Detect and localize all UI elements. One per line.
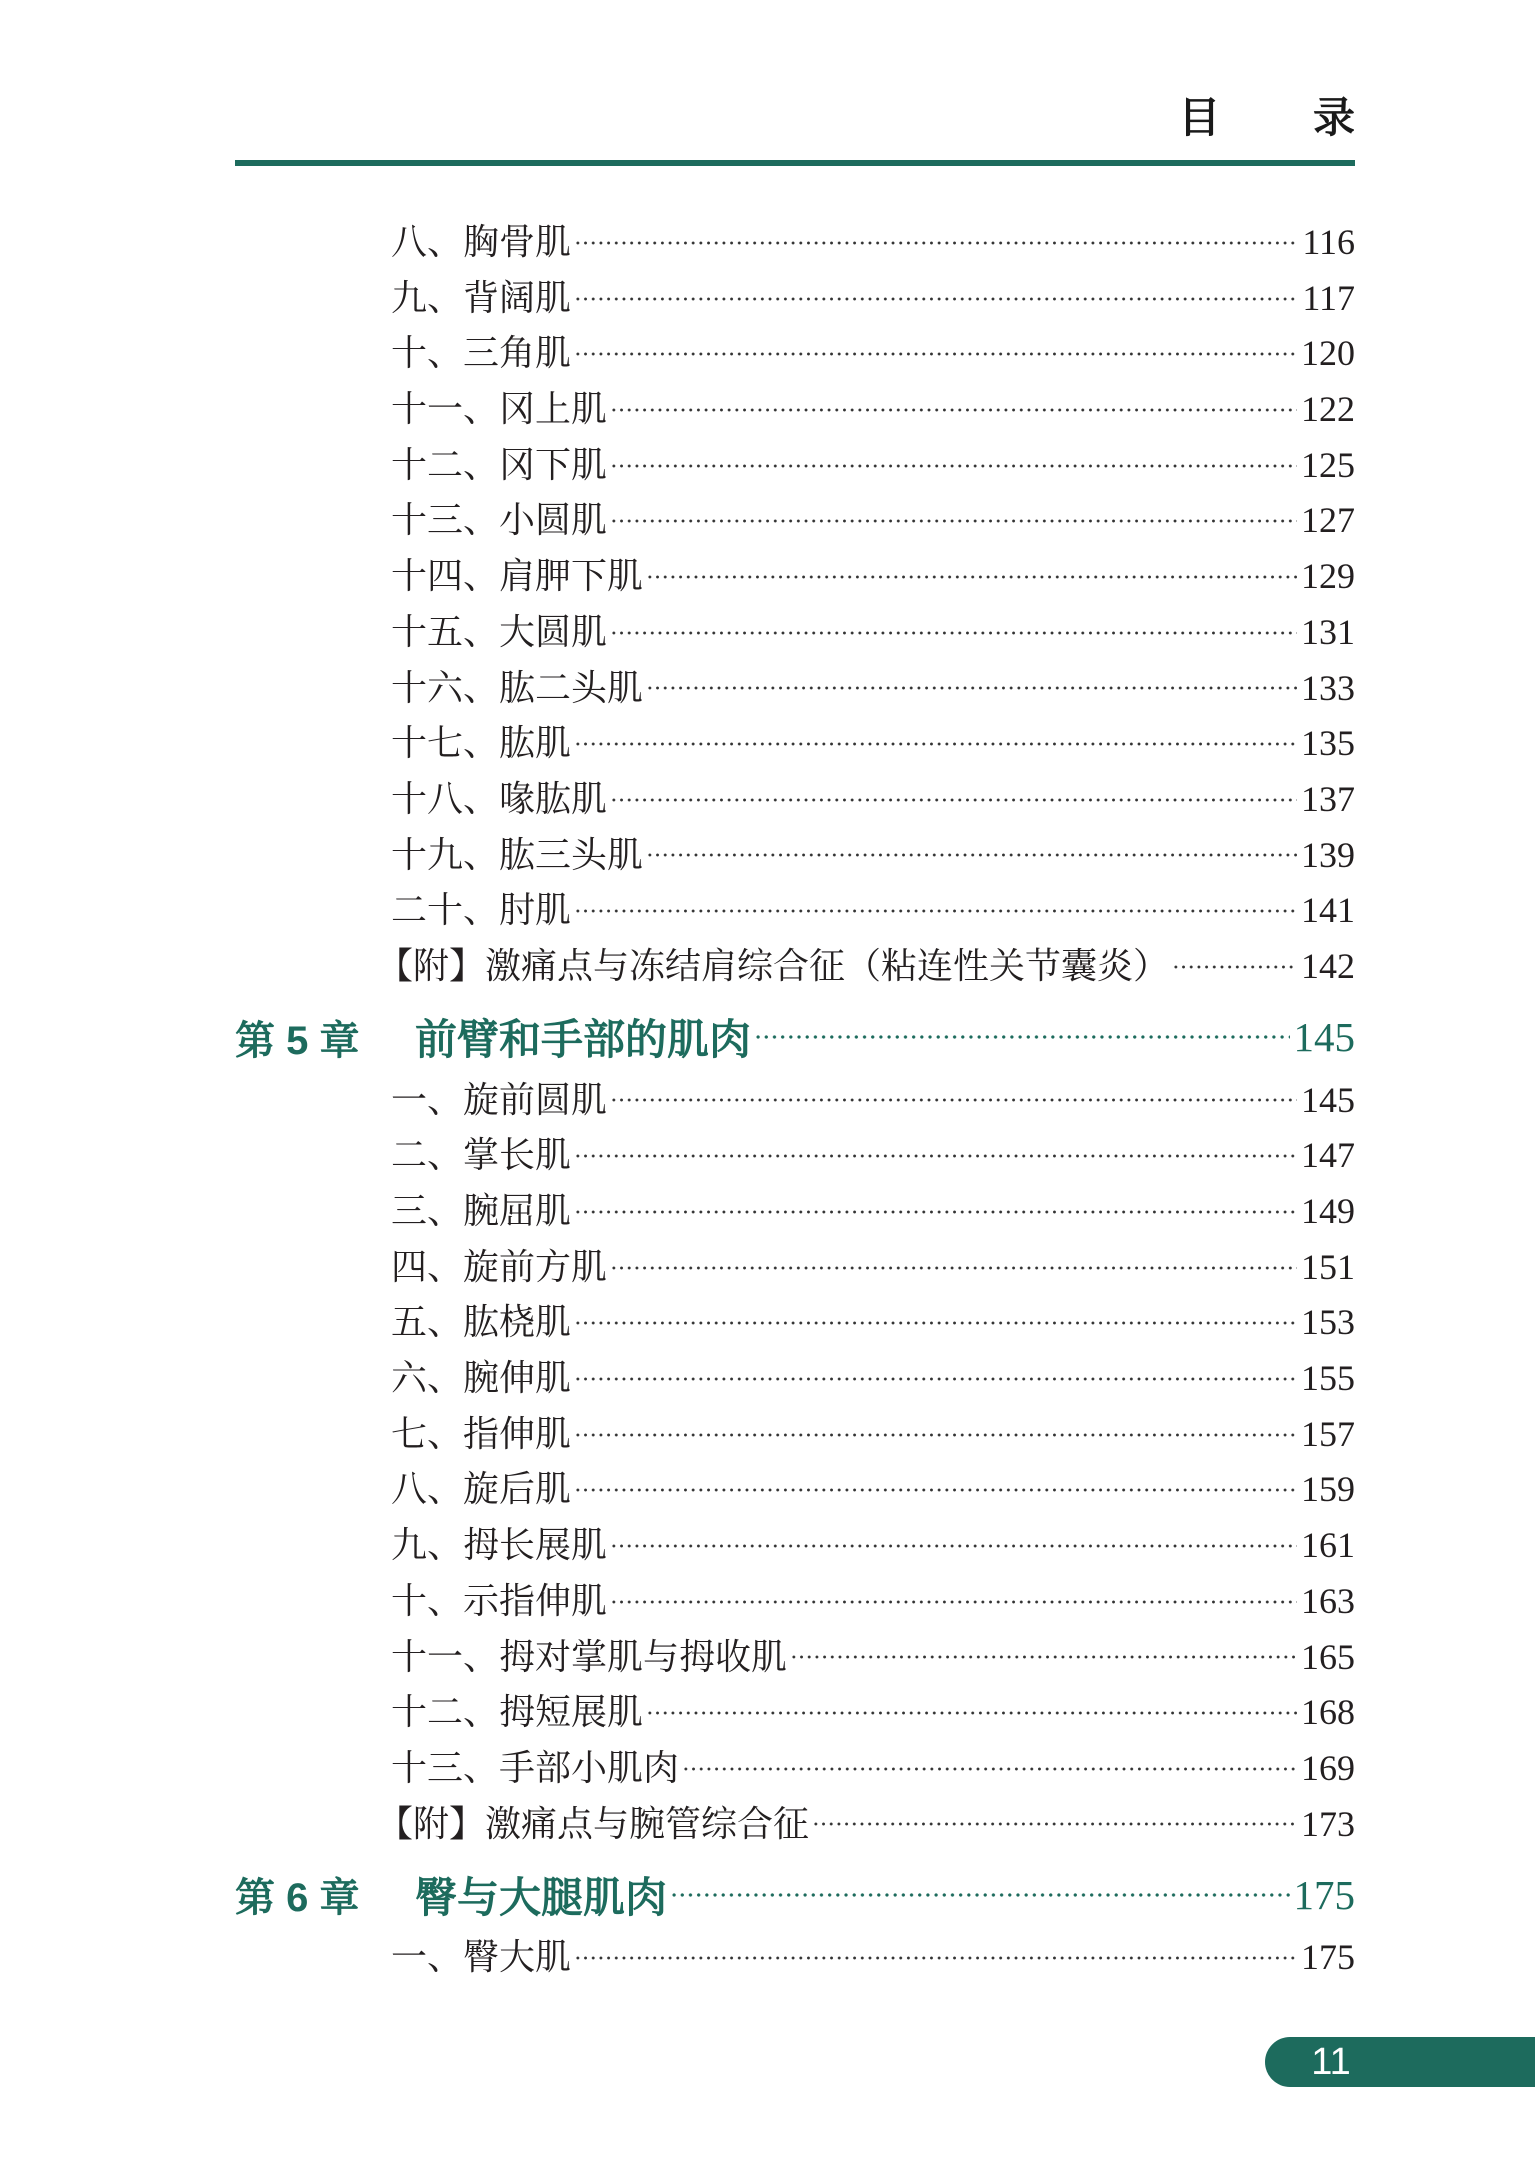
entry-page-number: 159 bbox=[1301, 1469, 1355, 1510]
entry-page-number: 117 bbox=[1302, 277, 1355, 318]
dot-leader bbox=[574, 1952, 1297, 1964]
entry-title: 五、肱桡肌 bbox=[391, 1302, 572, 1344]
entry-title: 八、胸骨肌 bbox=[391, 222, 572, 263]
entry-page-number: 163 bbox=[1301, 1580, 1355, 1621]
entry-page-number: 147 bbox=[1301, 1135, 1355, 1176]
dot-leader bbox=[754, 1031, 1289, 1043]
entry-title: 七、指伸肌 bbox=[391, 1413, 572, 1455]
toc-entry bbox=[0, 215, 1535, 271]
toc-entry bbox=[0, 1574, 1535, 1630]
entry-page-number: 157 bbox=[1301, 1413, 1355, 1454]
page-number-badge bbox=[1265, 2037, 1535, 2087]
entry-page-number: 131 bbox=[1301, 611, 1355, 652]
toc-entry bbox=[0, 1407, 1535, 1463]
toc-entry bbox=[0, 326, 1535, 382]
entry-title: 十三、手部小肌肉 bbox=[391, 1747, 680, 1789]
toc-entry bbox=[0, 271, 1535, 327]
entry-title: 一、旋前圆肌 bbox=[391, 1079, 608, 1121]
entry-page-number: 168 bbox=[1301, 1692, 1355, 1733]
toc-entry bbox=[0, 1240, 1535, 1296]
dot-leader bbox=[574, 1317, 1297, 1329]
toc-entry bbox=[0, 828, 1535, 884]
entry-title: 【附】激痛点与冻结肩综合征（粘连性关节囊炎） bbox=[377, 945, 1170, 987]
toc-entry bbox=[0, 1073, 1535, 1129]
toc-entry bbox=[0, 1930, 1535, 1986]
dot-leader bbox=[574, 905, 1297, 917]
dot-leader bbox=[646, 849, 1297, 861]
table-of-contents bbox=[0, 215, 1535, 1986]
entry-page-number: 122 bbox=[1301, 389, 1355, 430]
dot-leader bbox=[646, 682, 1297, 694]
page-header-title: 目 录 bbox=[1178, 93, 1355, 142]
chapter-heading bbox=[0, 1009, 1535, 1066]
dot-leader bbox=[610, 1094, 1297, 1106]
entry-page-number: 142 bbox=[1301, 945, 1355, 986]
entry-page-number: 161 bbox=[1301, 1525, 1355, 1566]
toc-appendix-entry bbox=[0, 1797, 1535, 1853]
dot-leader bbox=[574, 1150, 1297, 1162]
chapter-heading bbox=[0, 1866, 1535, 1923]
entry-page-number: 173 bbox=[1301, 1803, 1355, 1844]
toc-entry bbox=[0, 716, 1535, 772]
entry-page-number: 139 bbox=[1301, 834, 1355, 875]
dot-leader bbox=[812, 1818, 1297, 1830]
dot-leader bbox=[610, 1596, 1297, 1608]
entry-page-number: 141 bbox=[1301, 890, 1355, 931]
dot-leader bbox=[574, 237, 1298, 249]
dot-leader bbox=[574, 1206, 1297, 1218]
page-number: 11 bbox=[1311, 2041, 1351, 2083]
toc-entry bbox=[0, 493, 1535, 549]
entry-page-number: 153 bbox=[1301, 1302, 1355, 1343]
dot-leader bbox=[670, 1889, 1289, 1901]
entry-page-number: 133 bbox=[1301, 667, 1355, 708]
dot-leader bbox=[574, 348, 1297, 360]
entry-title: 三、腕屈肌 bbox=[391, 1191, 572, 1232]
entry-title: 九、背阔肌 bbox=[391, 277, 572, 319]
toc-entry bbox=[0, 1630, 1535, 1686]
toc-entry bbox=[0, 1128, 1535, 1184]
entry-title: 八、旋后肌 bbox=[391, 1469, 572, 1511]
dot-leader bbox=[682, 1763, 1297, 1775]
toc-entry bbox=[0, 883, 1535, 939]
dot-leader bbox=[646, 1707, 1297, 1719]
entry-title: 十三、小圆肌 bbox=[391, 500, 608, 542]
chapter-page-number: 145 bbox=[1293, 1014, 1355, 1061]
entry-page-number: 129 bbox=[1301, 556, 1355, 597]
dot-leader bbox=[574, 1484, 1297, 1496]
entry-page-number: 151 bbox=[1301, 1246, 1355, 1287]
entry-page-number: 135 bbox=[1301, 723, 1355, 764]
entry-title: 十四、肩胛下肌 bbox=[391, 556, 644, 598]
entry-title: 十九、肱三头肌 bbox=[391, 834, 644, 876]
entry-title: 十六、肱二头肌 bbox=[391, 667, 644, 709]
entry-title: 十五、大圆肌 bbox=[391, 611, 608, 653]
dot-leader bbox=[574, 738, 1297, 750]
dot-leader bbox=[1172, 961, 1297, 973]
entry-title: 十二、拇短展肌 bbox=[391, 1692, 644, 1734]
entry-title: 二、掌长肌 bbox=[391, 1135, 572, 1177]
entry-title: 十七、肱肌 bbox=[391, 723, 572, 765]
entry-title: 六、腕伸肌 bbox=[391, 1358, 572, 1400]
toc-entry bbox=[0, 438, 1535, 494]
dot-leader bbox=[610, 404, 1297, 416]
entry-page-number: 165 bbox=[1301, 1636, 1355, 1677]
chapter-page-number: 175 bbox=[1293, 1871, 1355, 1918]
entry-title: 二十、肘肌 bbox=[391, 890, 572, 932]
entry-title: 【附】激痛点与腕管综合征 bbox=[377, 1803, 810, 1845]
toc-entry bbox=[0, 1351, 1535, 1407]
toc-entry bbox=[0, 661, 1535, 717]
toc-entry bbox=[0, 772, 1535, 828]
dot-leader bbox=[574, 1373, 1297, 1385]
entry-page-number: 149 bbox=[1301, 1191, 1355, 1231]
entry-title: 九、拇长展肌 bbox=[391, 1525, 608, 1567]
dot-leader bbox=[574, 1429, 1297, 1441]
dot-leader bbox=[574, 293, 1298, 305]
toc-entry bbox=[0, 382, 1535, 438]
toc-entry bbox=[0, 1295, 1535, 1351]
entry-page-number: 169 bbox=[1301, 1747, 1355, 1788]
chapter-title: 前臂和手部的肌肉 bbox=[415, 1015, 752, 1065]
entry-page-number: 175 bbox=[1301, 1937, 1355, 1978]
toc-entry bbox=[0, 605, 1535, 661]
header-rule bbox=[235, 160, 1355, 166]
toc-entry bbox=[0, 1741, 1535, 1797]
toc-entry bbox=[0, 1184, 1535, 1240]
toc-entry bbox=[0, 1685, 1535, 1741]
chapter-label: 第 5 章 bbox=[235, 1018, 360, 1063]
entry-title: 十二、冈下肌 bbox=[391, 444, 608, 486]
entry-title: 一、臀大肌 bbox=[391, 1937, 572, 1979]
entry-title: 十一、拇对掌肌与拇收肌 bbox=[391, 1636, 788, 1678]
dot-leader bbox=[610, 1262, 1297, 1274]
toc-entry bbox=[0, 549, 1535, 605]
entry-page-number: 155 bbox=[1301, 1358, 1355, 1399]
entry-title: 四、旋前方肌 bbox=[391, 1246, 608, 1288]
chapter-label: 第 6 章 bbox=[235, 1876, 360, 1921]
entry-title: 十一、冈上肌 bbox=[391, 389, 608, 431]
entry-page-number: 120 bbox=[1301, 333, 1355, 374]
entry-page-number: 137 bbox=[1301, 778, 1355, 819]
toc-entry bbox=[0, 1462, 1535, 1518]
dot-leader bbox=[610, 460, 1297, 472]
dot-leader bbox=[610, 1540, 1297, 1552]
dot-leader bbox=[610, 627, 1297, 639]
dot-leader bbox=[646, 571, 1297, 583]
dot-leader bbox=[790, 1651, 1297, 1663]
entry-title: 十、示指伸肌 bbox=[391, 1580, 608, 1622]
entry-page-number: 145 bbox=[1301, 1079, 1355, 1120]
entry-page-number: 127 bbox=[1301, 500, 1355, 541]
toc-entry bbox=[0, 1518, 1535, 1574]
entry-title: 十、三角肌 bbox=[391, 333, 572, 375]
dot-leader bbox=[610, 794, 1297, 806]
entry-page-number: 116 bbox=[1302, 222, 1355, 262]
chapter-title: 臀与大腿肌肉 bbox=[415, 1872, 668, 1922]
dot-leader bbox=[610, 515, 1297, 527]
entry-title: 十八、喙肱肌 bbox=[391, 778, 608, 820]
toc-appendix-entry bbox=[0, 939, 1535, 995]
entry-page-number: 125 bbox=[1301, 444, 1355, 485]
